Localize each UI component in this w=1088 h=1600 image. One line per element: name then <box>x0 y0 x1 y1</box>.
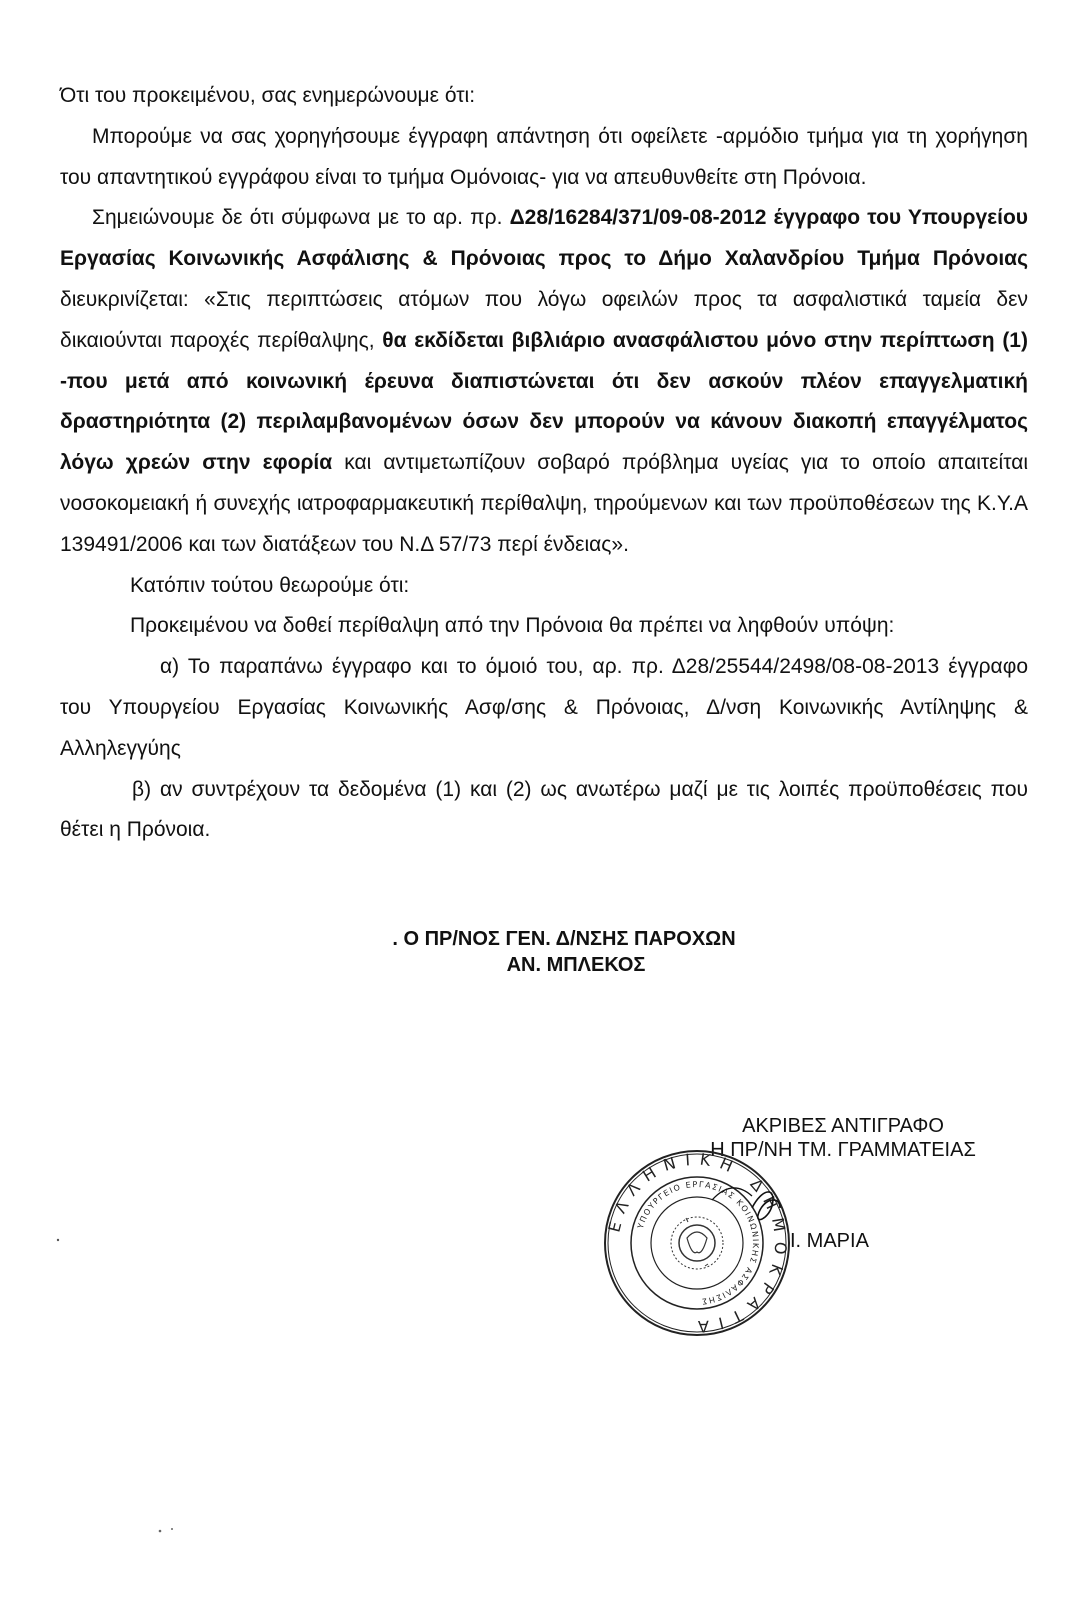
paragraph-therefore: Κατόπιν τούτου θεωρούμε ότι: <box>130 573 410 597</box>
paragraph-certificate: Μπορούμε να σας χορηγήσουμε έγγραφη απάντηση ότι οφείλετε -αρμόδιο τμήμα για τη χορήγηση του απαντητικού εγγράφου είναι το τμήμα Ομόνοιας- για να απευθυνθείτε στη Πρόνοια. <box>60 124 1028 189</box>
signature-block <box>0 926 1088 978</box>
signature-title: . Ο ΠΡ/ΝΟΣ ΓΕΝ. Δ/ΝΣΗΣ ΠΑΡΟΧΩΝ <box>392 928 736 950</box>
legal-ref-text-2: και αντιμετωπίζουν σοβαρό πρόβλημα υγείας για το οποίο απαιτείται νοσοκομειακή ή συνεχής ιατροφαρμακευτική περίθαλψη, τηρούμενων και των προϋποθέσεων της Κ.Υ.Α 139491/2006 και των διατάξεων του Ν.Δ 57/73 περί ένδειας». <box>60 451 1029 556</box>
certified-copy-name: Ι. ΜΑΡΙΑ <box>790 1230 869 1252</box>
list-item-b: β) αν συντρέχουν τα δεδομένα (1) και (2) ως ανωτέρω μαζί με τις λοιπές προϋποθέσεις που θέτει η Πρόνοια. <box>60 777 1028 842</box>
legal-ref-bold-1: Δ28/16284/371/09-08-2012 έγγραφο του Υπουργείου Εργασίας Κοινωνικής Ασφάλισης & Πρόνοιας προς το Δήμο Χαλανδρίου Τμήμα Πρόνοιας <box>60 206 1029 271</box>
legal-ref-bold-2: θα εκδίδεται βιβλιάριο ανασφάλιστου μόνο στην περίπτωση (1) -που μετά από κοινωνική έρευνα διαπιστώνεται ότι δεν ασκούν πλέον επαγγελματική δραστηριότητα (2) περιλαμβανομένων όσων δεν μπορούν να κάνουν διακοπή επαγγέλματος λόγω χρεών στην εφορία <box>60 328 1028 475</box>
legal-ref-intro: Σημειώνουμε δε ότι σύμφωνα με το αρ. πρ. <box>92 206 510 230</box>
paragraph-legal-reference <box>60 198 1028 565</box>
list-item-a: α) Το παραπάνω έγγραφο και το όμοιό του, αρ. πρ. Δ28/25544/2498/08-08-2013 έγγραφο του Υπουργείου Εργασίας Κοινωνικής Ασφ/σης & Πρόνοιας, Δ/νση Κοινωνικής Αντίληψης & Αλληλεγγύης <box>60 655 1028 760</box>
seal-inner-text: ΥΠΟΥΡΓΕΙΟ ΕΡΓΑΣΙΑΣ ΚΟΙΝΩΝΙΚΗΣ ΑΣΦΑΛΙΣΗΣ <box>635 1179 761 1306</box>
certified-copy-title: ΑΚΡΙΒΕΣ ΑΝΤΙΓΡΑΦΟ <box>742 1115 944 1137</box>
svg-text:ΥΠΟΥΡΓΕΙΟ ΕΡΓΑΣΙΑΣ ΚΟΙΝΩΝΙΚΗΣ <box>636 1180 760 1306</box>
official-seal-stamp <box>602 1148 792 1338</box>
legal-ref-text-1: διευκρινίζεται: «Στις περιπτώσεις ατόμων που λόγω οφειλών προς τα ασφαλιστικά ταμεία δεν δικαιούνται παροχές περίθαλψης, <box>60 287 1028 352</box>
certified-copy-role: Η ΠΡ/ΝΗ ΤΜ. ΓΡΑΜΜΑΤΕΙΑΣ <box>710 1139 976 1161</box>
document-body <box>60 76 1028 851</box>
paragraph-conditions: Προκειμένου να δοθεί περίθαλψη από την Πρόνοια θα πρέπει να ληφθούν υπόψη: <box>130 614 895 638</box>
seal-outer-text: ΕΛΛΗΝΙΚΗ ΔΗΜΟΚΡΑΤΙΑ <box>604 1149 791 1337</box>
signature-name: ΑΝ. ΜΠΛΕΚΟΣ <box>506 954 646 976</box>
intro-line: Ότι του προκειμένου, σας ενημερώνουμε ότι: <box>60 84 476 107</box>
